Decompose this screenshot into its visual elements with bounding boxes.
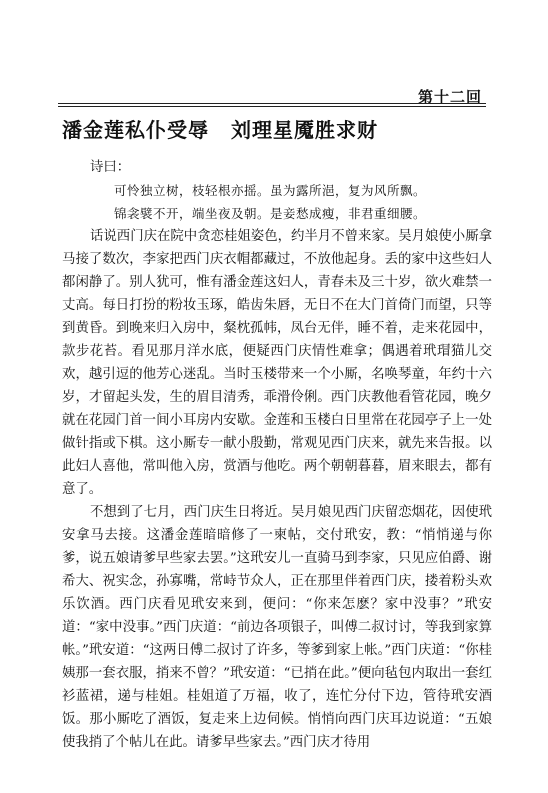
body-paragraph: 不想到了七月，西门庆生日将近。吴月娘见西门庆留恋烟花，因使玳安拿马去接。这潘金莲暗暗修了一柬帖，交付玳安，教：“悄悄递与你爹，说五娘请爹早些家去罢。”这玳安儿一直骑马到李家，只见应伯爵、谢希大、祝实念，孙寡嘴，常峙节众人，正在那里伴着西门庆，搂着粉头欢乐饮酒。西门庆看见玳安来到，便问：“你来怎麽？家中没事？”玳安道：“家中没事。”西门庆道：“前边各项银子，叫傅二叔讨讨，等我到家算帐。”玳安道：“这两日傅二叔讨了许多，等爹到家上帐。”西门庆道：“你桂姨那一套衣服，捎来不曾？”玳安道：“已捎在此。”便向毡包内取出一套红衫蓝裙，递与桂姐。桂姐道了万福，收了，连忙分付下边，管待玳安酒饭。那小厮吃了酒饭，复走来上边伺候。悄悄向西门庆耳边说道：“五娘使我捎了个帖儿在此。请爹早些家去。”西门庆才待用 — [62, 505, 492, 750]
chapter-title-part1: 潘金莲私仆受辱 — [62, 118, 209, 142]
body-paragraph: 话说西门庆在院中贪恋桂姐姿色，约半月不曾来家。吴月娘使小厮拿马接了数次，李家把西门庆衣帽都藏过，不放他起身。丢的家中这些妇人都闲静了。别人犹可，惟有潘金莲这妇人，青春未及三十岁，欲火难禁一丈高。每日打扮的粉妆玉琢，皓齿朱唇，无日不在大门首倚门而望，只等到黄昏。到晚来归入房中，粲枕孤帏，凤台无伴，睡不着，走来花园中，款步花苔。看见那月洋水底，便疑西门庆情性难拿；偶遇着玳瑁猫儿交欢，越引逗的他芳心迷乱。当时玉楼带来一个小厮，名唤琴童，年约十六岁，才留起头发，生的眉目清秀，乖滑伶俐。西门庆教他看管花园，晚夕就在花园门首一间小耳房内安歇。金莲和玉楼白日里常在花园亭子上一处做针指或下棋。这小厮专一献小殷勤，常观见西门庆来，就先来告报。以此妇人喜他，常叫他入房，赏酒与他吃。两个朝朝暮暮，眉来眼去，都有意了。 — [62, 229, 492, 497]
chapter-title-part2: 刘理星魇胜求财 — [231, 118, 378, 142]
poem-line: 锦衾襞不开，端坐夜及朝。是妾愁成瘦，非君重细腰。 — [114, 206, 427, 221]
page-body — [62, 156, 492, 754]
poem-label: 诗曰： — [90, 160, 131, 175]
header-rule-second — [58, 106, 486, 107]
running-header-chapter: 第十二回 — [417, 88, 482, 106]
chapter-title — [62, 114, 378, 143]
poem-line: 可怜独立树，枝轻根亦摇。虽为露所浥，复为风所飘。 — [114, 183, 427, 198]
header-rule-thin — [58, 103, 486, 104]
